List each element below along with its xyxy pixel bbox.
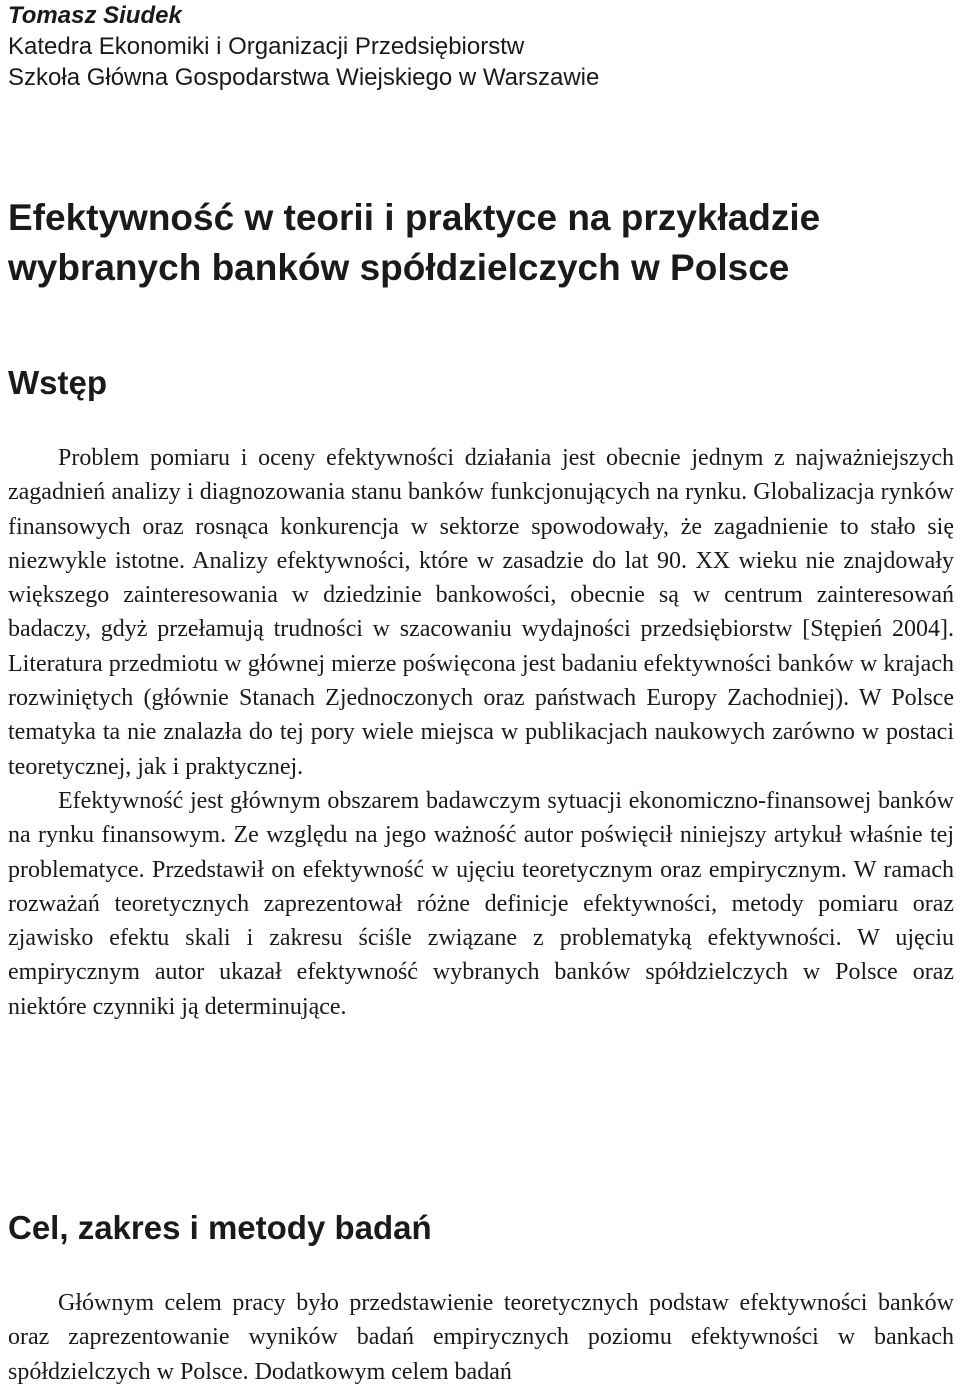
affiliation-university: Szkoła Główna Gospodarstwa Wiejskiego w Warszawie xyxy=(8,64,600,91)
paragraph: Efektywność jest głównym obszarem badawczym sytuacji ekonomiczno-finansowej banków na rynku finansowym. Ze względu na jego ważność autor poświęcił niniejszy artykuł właśnie tej problematyce. Przedstawił on efektywność w ujęciu teoretycznym oraz empirycznym. W ramach rozważań teoretycznych zaprezentował różne definicje efektywności, metody pomiaru oraz zjawisko efektu skali i zakresu ściśle związane z problematyką efektywności. W ujęciu empirycznym autor ukazał efektywność wybranych banków spółdzielczych w Polsce oraz niektóre czynniki ją determinujące. xyxy=(8,787,954,1020)
author-name: Tomasz Siudek xyxy=(8,2,182,29)
section-heading-intro: Wstęp xyxy=(8,364,107,401)
page xyxy=(8,0,954,1385)
paper-title-line-2: wybranych banków spółdzielczych w Polsce xyxy=(8,247,790,288)
paper-title-line-1: Efektywność w teorii i praktyce na przykładzie xyxy=(8,197,821,238)
section-body-intro xyxy=(8,441,954,1024)
section-heading-goals: Cel, zakres i metody badań xyxy=(8,1209,432,1246)
paragraph: Problem pomiaru i oceny efektywności działania jest obecnie jednym z najważniejszych zagadnień analizy i diagnozowania stanu banków funkcjonujących na rynku. Globalizacja rynków finansowych oraz rosnąca konkurencja w sektorze spowodowały, że zagadnienie to stało się niezwykle istotne. Analizy efektywności, które w zasadzie do lat 90. XX wieku nie znajdowały większego zainteresowania w dziedzinie bankowości, obecnie są w centrum zainteresowań badaczy, gdyż przełamują trudności w szacowaniu wydajności przedsiębiorstw [Stępień 2004]. Literatura przedmiotu w głównej mierze poświęcona jest badaniu efektywności banków w krajach rozwiniętych (głównie Stanach Zjednoczonych oraz państwach Europy Zachodniej). W Polsce tematyka ta nie znalazła do tej pory wiele miejsca w publikacjach naukowych zarówno w postaci teoretycznej, jak i praktycznej. xyxy=(8,445,954,780)
author-block xyxy=(8,0,954,93)
paragraph: Głównym celem pracy było przedstawienie teoretycznych podstaw efektywności banków oraz zaprezentowanie wyników badań empirycznych poziomu efektywności w bankach spółdzielczych w Polsce. Dodatkowym celem badań xyxy=(8,1290,954,1385)
affiliation-department: Katedra Ekonomiki i Organizacji Przedsiębiorstw xyxy=(8,33,525,60)
section-body-goals xyxy=(8,1286,954,1389)
paper-title xyxy=(8,193,954,293)
